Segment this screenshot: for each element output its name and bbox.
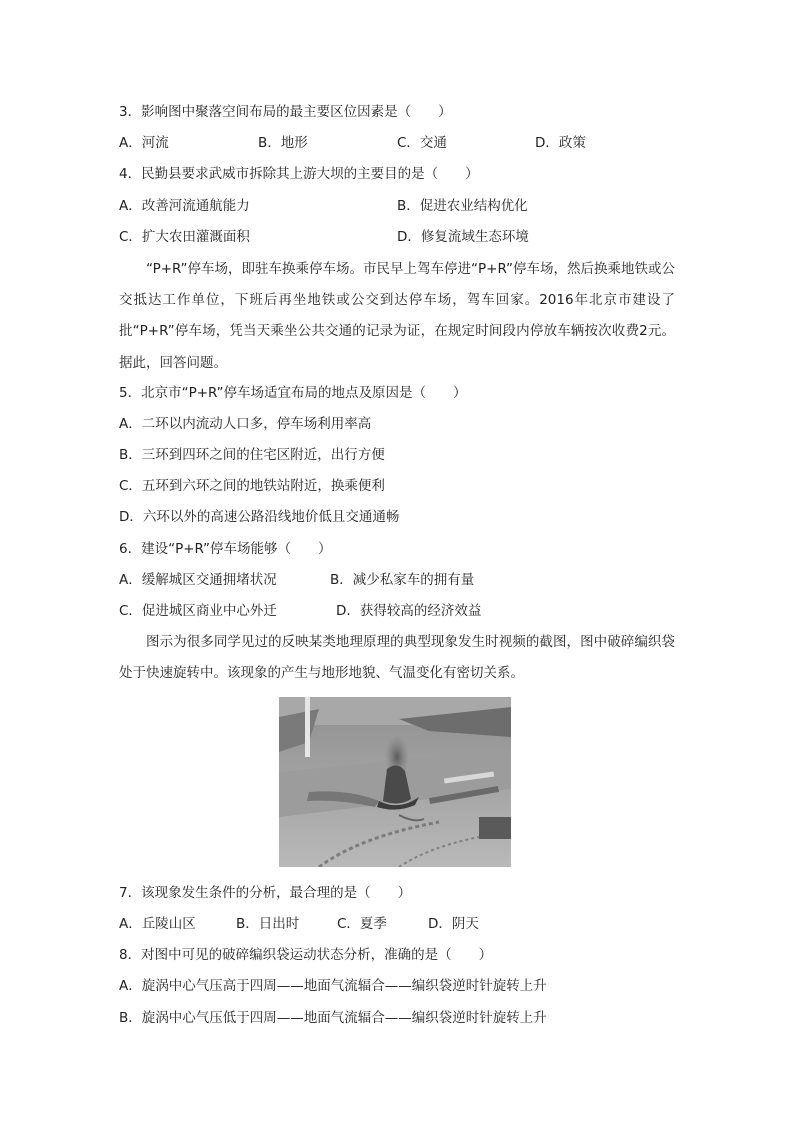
q8-option-b: B．旋涡中心气压低于四周——地面气流辐合——编织袋逆时针旋转上升 <box>119 1010 547 1026</box>
q5-option-c: C．五环到六环之间的地铁站附近，换乘便利 <box>119 478 385 494</box>
q6-option-b: B．减少私家车的拥有量 <box>330 572 475 588</box>
q4-option-b: B．促进农业结构优化 <box>397 198 528 214</box>
question-7-stem: 7．该现象发生条件的分析，最合理的是（ ） <box>119 885 412 901</box>
q6-option-c: C．促进城区商业中心外迁 <box>119 603 277 619</box>
q3-option-c: C．交通 <box>397 135 447 151</box>
q3-option-a: A．河流 <box>119 135 169 151</box>
question-8-stem: 8．对图中可见的破碎编织袋运动状态分析，准确的是（ ） <box>119 947 493 963</box>
question-5-stem: 5．北京市“P+R”停车场适宜布局的地点及原因是（ ） <box>119 385 467 401</box>
question-6-stem: 6．建设“P+R”停车场能够（ ） <box>119 541 332 557</box>
q6-option-d: D．获得较高的经济效益 <box>336 603 482 619</box>
q3-option-d: D．政策 <box>535 135 586 151</box>
q7-option-c: C．夏季 <box>337 916 387 932</box>
q5-option-b: B．三环到四环之间的住宅区附近，出行方便 <box>119 447 385 463</box>
passage-dust-devil: 图示为很多同学见过的反映某类地理原理的典型现象发生时视频的截图，图中破碎编织袋处于快速旋转中。该现象的产生与地形地貌、气温变化有密切关系。 <box>119 634 675 682</box>
q7-option-d: D．阴天 <box>428 916 479 932</box>
question-4-stem: 4．民勤县要求武威市拆除其上游大坝的主要目的是（ ） <box>119 166 479 182</box>
q5-option-a: A．二环以内流动人口多，停车场利用率高 <box>119 416 372 432</box>
q4-option-c: C．扩大农田灌溉面积 <box>119 229 250 245</box>
q5-option-d: D．六环以外的高速公路沿线地价低且交通通畅 <box>119 509 400 525</box>
passage-park-and-ride: “P+R”停车场，即驻车换乘停车场。市民早上驾车停进“P+R”停车场，然后换乘地铁或公交抵达工作单位，下班后再坐地铁或公交到达停车场，驾车回家。2016年北京市建设了批“P+R”停车场，凭当天乘坐公共交通的记录为证，在规定时间段内停放车辆按次收费2元。据此，回答问题。 <box>119 261 675 371</box>
q8-option-a: A．旋涡中心气压高于四周——地面气流辐合——编织袋逆时针旋转上升 <box>119 978 547 994</box>
q7-option-b: B．日出时 <box>236 916 300 932</box>
q4-option-a: A．改善河流通航能力 <box>119 198 250 214</box>
question-3-stem: 3．影响图中聚落空间布局的最主要区位因素是（ ） <box>119 104 452 120</box>
q7-option-a: A．丘陵山区 <box>119 916 196 932</box>
q4-option-d: D．修复流域生态环境 <box>397 229 529 245</box>
q6-option-a: A．缓解城区交通拥堵状况 <box>119 572 277 588</box>
q3-option-b: B．地形 <box>258 135 308 151</box>
dust-devil-photo <box>279 697 511 867</box>
